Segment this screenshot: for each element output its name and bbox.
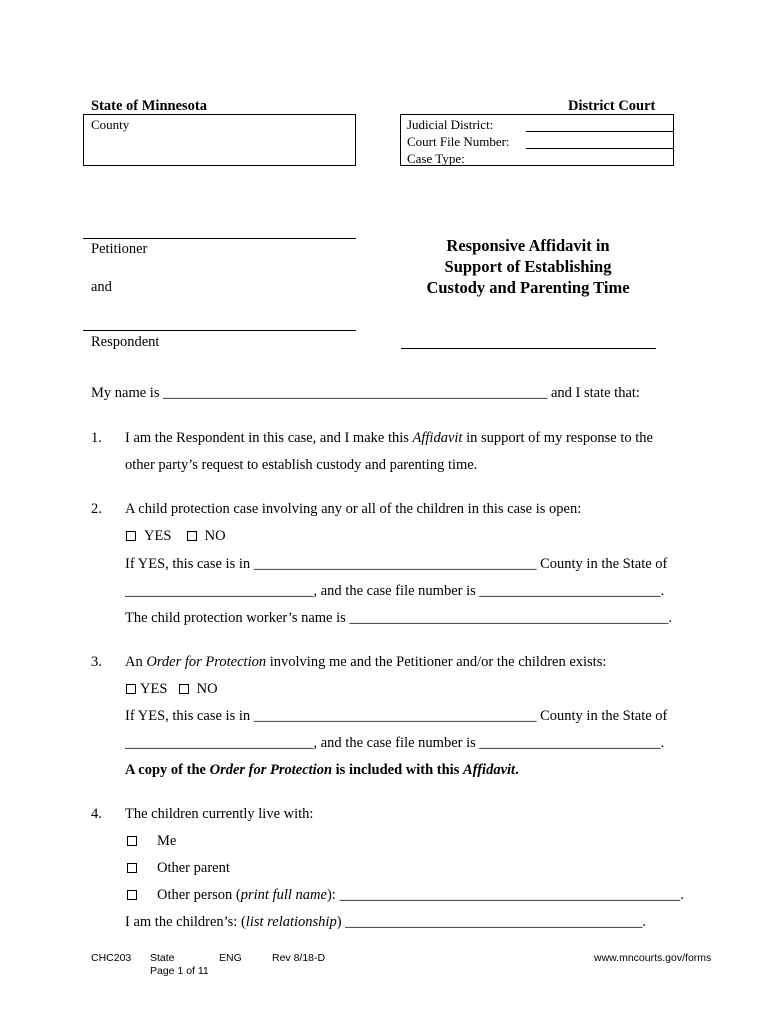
footer-language: ENG [219,952,242,964]
option-other-person-checkbox[interactable] [127,890,137,900]
state-heading: State of Minnesota [91,98,207,114]
item-2-yes-label: YES [144,528,172,544]
option-other-person-a: Other person ( [157,887,241,903]
item-1-text-b: in support of my response to the [462,430,653,446]
county-label: County [91,117,130,132]
item-2-no-checkbox[interactable] [187,531,197,541]
item-3-text-b: involving me and the Petitioner and/or the children exists: [266,654,607,670]
intro-prefix: My name is [91,385,164,401]
intro-line [91,384,640,402]
item-3-file-line[interactable]: __________________________, and the case file number is _________________________. [125,735,665,751]
item-1-line-2: other party’s request to establish custody and parenting time. [125,457,478,473]
option-other-parent-label: Other parent [157,860,230,876]
court-heading: District Court [568,98,656,114]
item-3-text-a: An [125,654,147,670]
footer-state: State [150,952,175,964]
copy-note-a: A copy of the [125,762,210,778]
court-file-number-field[interactable] [526,148,673,149]
item-3-yes-label: YES [140,681,168,697]
footer-page-number: Page 1 of 11 [150,965,209,977]
option-me-checkbox[interactable] [127,836,137,846]
item-1-number: 1. [91,430,102,446]
item-2-no-label: NO [204,528,226,544]
copy-note-c: . [515,762,519,778]
item-3-yes-checkbox[interactable] [126,684,136,694]
and-label: and [91,279,112,295]
title-line-2: Support of Establishing [444,257,612,276]
relationship-a: I am the children’s: ( [125,914,246,930]
item-3-no-checkbox[interactable] [179,684,189,694]
item-2-county-line[interactable]: If YES, this case is in _______________________________________ County in the State of [125,556,668,572]
item-2-number: 2. [91,501,102,517]
intro-suffix: and I state that: [547,385,640,401]
name-field[interactable]: _____________________________________________________ [163,385,548,401]
case-info-box [400,114,674,166]
option-other-parent [127,859,230,877]
item-2-file-line[interactable]: __________________________, and the case file number is _________________________. [125,583,665,599]
judicial-district-field[interactable] [526,131,673,132]
item-2-yes-checkbox[interactable] [126,531,136,541]
item-2-options [126,527,226,545]
item-1-text [125,429,653,447]
footer-form-code: CHC203 [91,952,132,964]
item-3-no-label: NO [196,681,218,697]
county-box[interactable] [83,114,356,166]
respondent-name-field[interactable] [83,330,356,331]
item-2-worker-line[interactable]: The child protection worker’s name is ____________________________________________. [125,610,673,626]
title-underline-field[interactable] [401,348,656,349]
item-3-italic: Order for Protection [146,654,267,670]
judicial-district-label: Judicial District: [407,117,494,132]
copy-note-italic-2: Affidavit [462,762,516,778]
item-1-text-a: I am the Respondent in this case, and I make this [125,430,413,446]
respondent-label: Respondent [91,334,160,350]
title-line-3: Custody and Parenting Time [426,278,630,297]
item-3-options [126,680,218,698]
item-4-number: 4. [91,806,102,822]
option-me-label: Me [157,833,177,849]
other-person-name-field[interactable]: ): _______________________________________________. [326,887,684,903]
petitioner-label: Petitioner [91,241,148,257]
relationship-italic: list relationship [245,914,337,930]
item-3-county-line[interactable]: If YES, this case is in _______________________________________ County in the State of [125,708,668,724]
option-other-person [127,886,684,904]
item-2-text: A child protection case involving any or all of the children in this case is open: [125,501,582,517]
court-file-number-label: Court File Number: [407,134,510,149]
title-line-1: Responsive Affidavit in [446,236,610,255]
copy-note-b: is included with this [332,762,463,778]
relationship-line [125,913,646,931]
item-3-number: 3. [91,654,102,670]
relationship-field[interactable]: ) _________________________________________. [336,914,647,930]
item-3-copy-note [125,761,519,779]
petitioner-name-field[interactable] [83,238,356,239]
case-type-label: Case Type: [407,151,465,166]
footer-revision: Rev 8/18-D [272,952,326,964]
option-other-person-italic: print full name [240,887,327,903]
option-other-parent-checkbox[interactable] [127,863,137,873]
item-4-text: The children currently live with: [125,806,314,822]
copy-note-italic-1: Order for Protection [209,762,333,778]
option-me [127,832,176,850]
footer-url[interactable]: www.mncourts.gov/forms [594,952,712,964]
item-3-text [125,653,606,671]
document-title [398,235,658,298]
item-1-italic: Affidavit [412,430,463,446]
